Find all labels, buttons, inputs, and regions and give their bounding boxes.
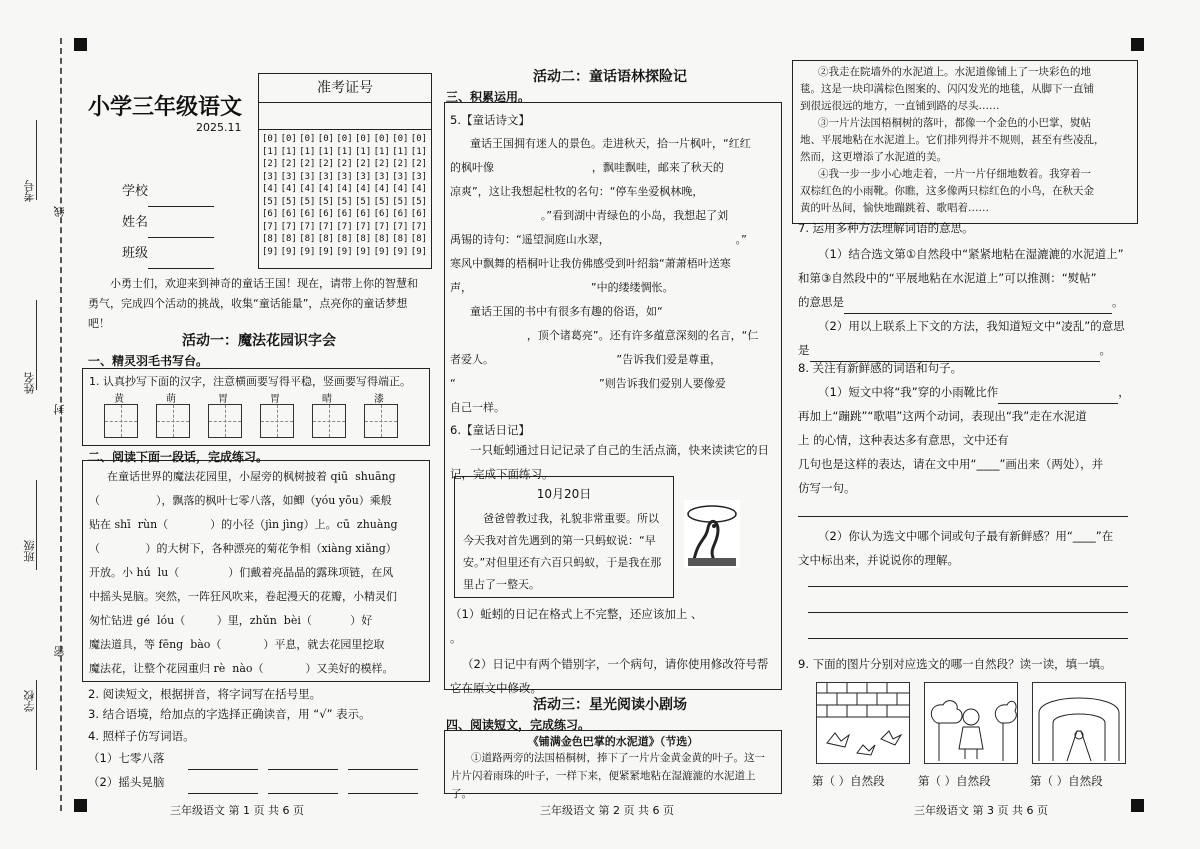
omr-bubble[interactable]: [9] <box>262 246 279 257</box>
question-5-body <box>450 132 778 420</box>
passage <box>83 461 429 681</box>
activity-1-title: 活动一：魔法花园识字会 <box>182 333 336 349</box>
omr-bubble[interactable]: [4] <box>280 184 297 194</box>
margin-label-school: 学校 <box>23 690 36 712</box>
omr-bubble[interactable]: [0] <box>355 134 372 144</box>
omr-bubble[interactable]: [7] <box>373 221 390 232</box>
omr-bubble[interactable]: [1] <box>355 146 372 157</box>
question-1: 1. 认真抄写下面的汉字，注意横画要写得平稳，竖画要写得端正。 <box>89 375 411 388</box>
passage-line: 匆忙钻进 gé lóu（ ）里，zhǔn bèi（ ）好 <box>89 614 373 627</box>
answer-line[interactable] <box>808 638 1128 639</box>
omr-bubble[interactable]: [2] <box>355 159 372 169</box>
omr-column <box>374 133 390 258</box>
picture-tree-tunnel <box>1032 682 1126 764</box>
question-6: 6.【童话日记】 <box>450 423 530 437</box>
omr-bubble[interactable]: [8] <box>355 234 372 244</box>
omr-bubble[interactable]: [9] <box>373 246 390 257</box>
passage-line: 在童话世界的魔法花园里，小屋旁的枫树披着 qiū shuāng <box>107 470 396 483</box>
q5-line: 声， ”中的缕缕惆怅。 <box>450 281 674 294</box>
omr-bubble[interactable]: [4] <box>336 184 353 194</box>
picture-brick-wall-leaves <box>816 682 910 764</box>
omr-bubble[interactable]: [8] <box>280 234 297 244</box>
passage-line: 贴在 shī rùn（ ）的小径（jìn jìng）上。cū zhuàng <box>89 518 398 531</box>
omr-bubble[interactable]: [6] <box>317 209 335 219</box>
omr-bubble[interactable]: [5] <box>336 196 353 207</box>
question-7-1b: 和第③自然段中的“平展地粘在水泥道上”可以推测：“熨帖” <box>798 271 1097 285</box>
q4-sample-2: （2）摇头晃脑 <box>88 775 165 789</box>
intro-text: 小勇士们，欢迎来到神奇的童话王国！现在，请带上你的智慧和勇气，完成四个活动的挑战，收集“童话能量”，点亮你的童话梦想吧！ <box>88 277 418 330</box>
q5-line: 寒风中飘舞的梧桐叶让我仿佛感受到叶绍翁“萧萧梧叶送寒 <box>450 257 731 270</box>
omr-bubble[interactable]: [9] <box>392 246 409 257</box>
omr-bubble[interactable]: [8] <box>410 234 428 244</box>
omr-column <box>336 133 352 258</box>
field-label: 学校 <box>122 184 149 199</box>
omr-bubble[interactable]: [8] <box>262 234 279 244</box>
passage-line: 魔法花，让整个花园重归 rè nào（ ）又美好的模样。 <box>89 662 394 675</box>
answer-line[interactable] <box>808 586 1128 587</box>
copy-char: 胃 <box>270 394 280 405</box>
margin-label-seal: 封 <box>53 404 66 415</box>
question-9: 9. 下面的图片分别对应选文的哪一自然段？读一读，填一填。 <box>798 657 1112 671</box>
omr-column <box>281 133 297 258</box>
question-4-1 <box>88 746 418 770</box>
omr-bubble[interactable]: [6] <box>410 209 428 219</box>
q5-line: 者爱人。 ”告诉我们爱是尊重， <box>450 353 722 366</box>
omr-bubble[interactable]: [1] <box>262 146 279 157</box>
activity-3-title: 活动三：星光阅读小剧场 <box>533 697 687 713</box>
omr-bubble[interactable]: [2] <box>392 159 409 169</box>
article-line: ④我一步一步小心地走着，一片一片仔细地数着。我穿着一 <box>818 168 1091 180</box>
binding-line <box>60 38 62 811</box>
question-8-1a: （1）短文中将“我”穿的小雨靴比作 ， <box>818 380 1130 404</box>
earthworm-illustration <box>684 500 740 568</box>
omr-bubble[interactable]: [4] <box>410 184 428 194</box>
passage-box <box>82 460 430 682</box>
omr-bubble[interactable]: [5] <box>262 196 279 207</box>
picture-child-trees <box>924 682 1018 764</box>
corner-mark <box>1131 38 1144 51</box>
article-line: ③一片片法国梧桐树的落叶，都像一个金色的小巴掌，熨帖 <box>818 117 1091 129</box>
corner-mark <box>74 38 87 51</box>
omr-bubble[interactable]: [5] <box>299 196 316 207</box>
omr-bubble[interactable]: [4] <box>317 184 335 194</box>
passage-line: 魔法道具，等 fēng bào（ ）平息，就去花园里挖取 <box>89 638 385 651</box>
omr-bubble[interactable]: [8] <box>392 234 409 244</box>
q5-line: 童话王国拥有迷人的景色。走进秋天，拾一片枫叶，“红红 <box>470 137 751 150</box>
section-1-title: 一、精灵羽毛书写台。 <box>88 354 209 368</box>
omr-bubble[interactable]: [1] <box>392 146 409 157</box>
omr-bubble[interactable]: [4] <box>299 184 316 194</box>
question-8-1c: 上 的心情，这种表达多有意思，文中还有 <box>798 433 1009 447</box>
footer-page-3: 三年级语文 第 3 页 共 6 页 <box>914 804 1048 817</box>
omr-bubble[interactable]: [5] <box>392 196 409 207</box>
omr-bubble[interactable]: [8] <box>373 234 390 244</box>
passage-line: 中摇头晃脑。突然，一阵狂风吹来，卷起漫天的花瓣，小精灵们 <box>89 590 397 603</box>
omr-bubble[interactable]: [0] <box>280 134 297 144</box>
omr-bubble[interactable]: [5] <box>280 196 297 207</box>
field-blank[interactable] <box>148 268 214 269</box>
question-8: 8. 关注有新鲜感的词语和句子。 <box>798 361 963 375</box>
writing-cell[interactable] <box>260 404 294 438</box>
omr-bubble[interactable]: [7] <box>392 221 409 232</box>
omr-bubble[interactable]: [9] <box>336 246 353 257</box>
omr-bubble[interactable]: [2] <box>373 159 390 169</box>
footer-page-2: 三年级语文 第 2 页 共 6 页 <box>540 804 674 817</box>
activity-2-title: 活动二：童话语林探险记 <box>533 69 687 85</box>
answer-line[interactable] <box>798 516 1128 517</box>
question-8-1e: 仿写一句。 <box>798 481 856 495</box>
article-line: ②我走在院墙外的水泥道上。水泥道像铺上了一块彩色的地 <box>818 66 1091 78</box>
question-8-2b: 文中标出来，并说说你的理解。 <box>798 553 959 567</box>
omr-bubble[interactable]: [4] <box>262 184 279 194</box>
omr-bubble[interactable]: [0] <box>317 134 335 144</box>
question-6-2: （2）日记中有两个错别字，一个病句，请你使用修改符号帮它在原文中修改。 <box>450 657 769 695</box>
omr-column <box>355 133 371 258</box>
omr-bubble[interactable]: [8] <box>336 234 353 244</box>
omr-bubble[interactable]: [0] <box>262 134 279 144</box>
question-4-2 <box>88 770 418 794</box>
field-label: 姓名 <box>122 215 149 230</box>
copy-char: 黄 <box>114 394 124 405</box>
omr-bubble[interactable]: [3] <box>336 171 353 182</box>
omr-bubble[interactable]: [9] <box>299 246 316 257</box>
q5-line: “ ”则告诉我们爱别人要像爱 <box>450 377 726 390</box>
diary-text: 爸爸曾教过我，礼貌非常重要。所以今天我对首先遇到的第一只蚂蚁说：“早安。”对但里还有六百只蚂蚁，于是我在那里占了一整天。 <box>463 512 662 591</box>
omr-bubble[interactable]: [4] <box>373 184 390 194</box>
answer-blank[interactable] <box>268 793 338 794</box>
margin-label-exam-no: 考号 <box>23 180 36 202</box>
omr-bubble[interactable]: [2] <box>280 159 297 169</box>
section-4-title: 四、阅读短文，完成练习。 <box>446 718 591 732</box>
corner-mark <box>74 799 87 812</box>
omr-bubble[interactable]: [7] <box>355 221 372 232</box>
omr-bubble[interactable]: [6] <box>336 209 353 219</box>
copy-char: 萌 <box>166 394 176 405</box>
admission-title: 准考证号 <box>259 74 431 103</box>
omr-bubble[interactable]: [3] <box>410 171 428 182</box>
omr-bubble[interactable]: [3] <box>262 171 279 182</box>
article-line: 毯。这是一块印满棕色图案的、闪闪发光的地毯，从脚下一直铺 <box>800 83 1094 95</box>
omr-bubble[interactable]: [5] <box>355 196 372 207</box>
q5-line: 禹锡的诗句：“遥望洞庭山水翠， 。” <box>450 233 747 246</box>
question-8-1b: 再加上“蹦跳”“歌唱”这两个动词，表现出“我”走在水泥道 <box>798 409 1087 423</box>
q5-line: 童话王国的书中有很多有趣的俗语，如“ <box>470 305 761 318</box>
omr-bubble[interactable]: [9] <box>317 246 335 257</box>
diary-box <box>454 476 674 598</box>
article-line: 地、平展地粘在水泥道上。它们排列得并不规则，甚至有些凌乱， <box>800 134 1105 146</box>
omr-column <box>318 133 334 258</box>
article-continued <box>800 64 1132 217</box>
question-4: 4. 照样子仿写词语。 <box>88 729 195 743</box>
margin-label-secret: 密 <box>53 646 66 657</box>
question-7: 7. 运用多种方法理解词语的意思。 <box>798 221 974 235</box>
omr-bubble[interactable]: [2] <box>299 159 316 169</box>
omr-bubble[interactable]: [4] <box>392 184 409 194</box>
admission-write-row[interactable] <box>259 103 431 130</box>
omr-bubble[interactable]: [6] <box>262 209 279 219</box>
copy-char: 晴 <box>322 394 332 405</box>
omr-bubble[interactable]: [0] <box>336 134 353 144</box>
omr-bubble[interactable]: [6] <box>392 209 409 219</box>
question-8-2a: （2）你认为选文中哪个词或句子最有新鲜感？用“____”在 <box>818 529 1114 543</box>
omr-bubble[interactable]: [4] <box>355 184 372 194</box>
copy-char: 漆 <box>374 394 384 405</box>
omr-bubble[interactable]: [9] <box>280 246 297 257</box>
omr-bubble[interactable]: [7] <box>336 221 353 232</box>
field-class[interactable] <box>122 238 214 269</box>
exam-title: 小学三年级语文 <box>88 94 243 120</box>
omr-bubble[interactable]: [1] <box>336 146 353 157</box>
article-line: 双棕红色的小雨靴。你瞧，这多像两只棕红色的小鸟，在秋天金 <box>800 185 1094 197</box>
omr-bubble[interactable]: [7] <box>280 221 297 232</box>
margin-label-name: 姓名 <box>23 372 36 394</box>
article-title: 《铺满金色巴掌的水泥道》（节选） <box>527 735 699 748</box>
q7-1c-text: 的意思是 <box>798 295 844 309</box>
omr-bubble[interactable]: [5] <box>373 196 390 207</box>
question-7-2: （2）用以上联系上下文的方法，我知道短文中“凌乱”的意思 <box>818 319 1125 333</box>
picture-label-3: 第（ ）自然段 <box>1030 774 1103 788</box>
omr-column <box>411 133 427 258</box>
q5-line: 凉爽”，这让我想起杜牧的名句：“停车坐爱枫林晚， <box>450 185 704 198</box>
question-7-2b: 是 。 <box>798 338 1111 362</box>
omr-bubble[interactable]: [5] <box>317 196 335 207</box>
field-school[interactable] <box>122 176 214 207</box>
question-5: 5.【童话诗文】 <box>450 113 530 127</box>
omr-bubble[interactable]: [7] <box>317 221 335 232</box>
corner-mark <box>1131 799 1144 812</box>
omr-bubble[interactable]: [6] <box>299 209 316 219</box>
omr-bubble[interactable]: [2] <box>317 159 335 169</box>
student-info <box>122 176 214 269</box>
answer-line[interactable] <box>808 612 1128 613</box>
diary-date: 10月20日 <box>536 487 592 501</box>
question-7-1a: （1）结合选文第①自然段中“紧紧地粘在湿漉漉的水泥道上” <box>818 247 1124 261</box>
passage-line: 开放。小 hú lu（ ）们戴着亮晶晶的露珠项链，在风 <box>89 566 394 579</box>
picture-label-2: 第（ ）自然段 <box>918 774 991 788</box>
omr-bubble[interactable]: [1] <box>280 146 297 157</box>
omr-bubble[interactable]: [2] <box>262 159 279 169</box>
margin-label-class: 班级 <box>23 540 36 562</box>
omr-bubble[interactable]: [3] <box>299 171 316 182</box>
q6-1-text: （1）蚯蚓的日记在格式上不完整，还应该加上 、 <box>450 607 703 621</box>
footer-page-1: 三年级语文 第 1 页 共 6 页 <box>170 804 304 817</box>
writing-cell[interactable] <box>208 404 242 438</box>
question-6-1b: 。 <box>450 631 462 645</box>
article-line: 然而，这更增添了水泥道的美。 <box>800 151 947 163</box>
writing-cell[interactable] <box>364 404 398 438</box>
q8-1a-text: （1）短文中将“我”穿的小雨靴比作 <box>818 385 999 399</box>
field-name[interactable] <box>122 207 214 238</box>
omr-bubble[interactable]: [7] <box>410 221 428 232</box>
omr-bubble[interactable]: [1] <box>373 146 390 157</box>
passage-line: （ ），飘落的枫叶七零八落，如鲫（yóu yōu）乘般 <box>89 494 392 507</box>
answer-blank[interactable] <box>188 793 258 794</box>
article-line: 到很远很远的地方，一直铺到路的尽头…… <box>800 100 1000 112</box>
omr-bubble[interactable]: [3] <box>317 171 335 182</box>
question-7-1c: 的意思是 。 <box>798 290 1124 314</box>
omr-column <box>262 133 278 258</box>
q7-2b-text: 是 <box>798 343 810 357</box>
omr-bubble[interactable]: [1] <box>299 146 316 157</box>
q5-line: ，顶个诸葛亮”。还有许多蕴意深刻的名言，“仁 <box>450 329 759 342</box>
omr-bubble[interactable]: [7] <box>299 221 316 232</box>
article-para-1: ①道路两旁的法国梧桐树，捧下了一片片金黄金黄的叶子。这一片片闪着雨珠的叶子，一样下来，便紧紧地粘在湿漉漉的水泥道上了。 <box>451 752 765 800</box>
omr-bubble[interactable]: [3] <box>280 171 297 182</box>
article-line: 黄的叶丛间，愉快地蹦跳着、歌唱着…… <box>800 202 989 214</box>
omr-column <box>392 133 408 258</box>
writing-cell[interactable] <box>312 404 346 438</box>
writing-cell[interactable] <box>104 404 138 438</box>
omr-bubble[interactable]: [3] <box>373 171 390 182</box>
omr-bubble[interactable]: [1] <box>410 146 428 157</box>
field-label: 班级 <box>122 246 149 261</box>
question-2: 2. 阅读短文，根据拼音，将字词写在括号里。 <box>88 687 322 701</box>
omr-bubble[interactable]: [6] <box>355 209 372 219</box>
omr-column <box>299 133 315 258</box>
omr-bubble[interactable]: [5] <box>410 196 428 207</box>
omr-bubble[interactable]: [1] <box>317 146 335 157</box>
article-box <box>444 730 782 800</box>
answer-blank[interactable] <box>348 793 418 794</box>
q5-line: 自己一样。 <box>450 401 505 414</box>
omr-bubble[interactable]: [0] <box>373 134 390 144</box>
exam-date: 2025.11 <box>196 121 242 134</box>
copy-char: 胃 <box>218 394 228 405</box>
section-3-title: 三、积累运用。 <box>446 90 531 104</box>
omr-bubble[interactable]: [0] <box>392 134 409 144</box>
margin-label-line: 线 <box>53 206 66 217</box>
writing-cell[interactable] <box>156 404 190 438</box>
omr-bubble[interactable]: [3] <box>355 171 372 182</box>
omr-bubble[interactable]: [8] <box>317 234 335 244</box>
omr-bubble[interactable]: [7] <box>262 221 279 232</box>
omr-bubble[interactable]: [0] <box>410 134 428 144</box>
question-3: 3. 结合语境，给加点的字选择正确读音，用 “√” 表示。 <box>88 707 371 721</box>
omr-bubble[interactable]: [2] <box>336 159 353 169</box>
q5-line: 的枫叶像 ，飘哇飘哇，邮来了秋天的 <box>450 161 724 174</box>
omr-bubble[interactable]: [9] <box>355 246 372 257</box>
omr-bubble[interactable]: [9] <box>410 246 428 257</box>
question-6-intro: 一只蚯蚓通过日记记录了自己的生活点滴，快来读读它的日记，完成下面练习。 <box>450 443 769 481</box>
omr-bubble[interactable]: [6] <box>373 209 390 219</box>
omr-bubble[interactable]: [2] <box>410 159 428 169</box>
q5-line: 。”看到湖中青绿色的小岛，我想起了刘 <box>450 209 729 222</box>
omr-bubble[interactable]: [8] <box>299 234 316 244</box>
question-6-1 <box>450 602 778 626</box>
question-8-1d: 几句也是这样的表达，请在文中用“____”画出来（两处），并 <box>798 457 1104 471</box>
omr-bubble[interactable]: [6] <box>280 209 297 219</box>
passage-line: （ ）的大树下，各种漂亮的菊花争相（xiàng xiǎng） <box>89 542 397 555</box>
omr-bubble[interactable]: [0] <box>299 134 316 144</box>
q4-sample-1: （1）七零八落 <box>88 751 165 765</box>
section-2-title: 二、阅读下面一段话，完成练习。 <box>88 450 269 464</box>
picture-label-1: 第（ ）自然段 <box>812 774 885 788</box>
omr-bubble[interactable]: [3] <box>392 171 409 182</box>
